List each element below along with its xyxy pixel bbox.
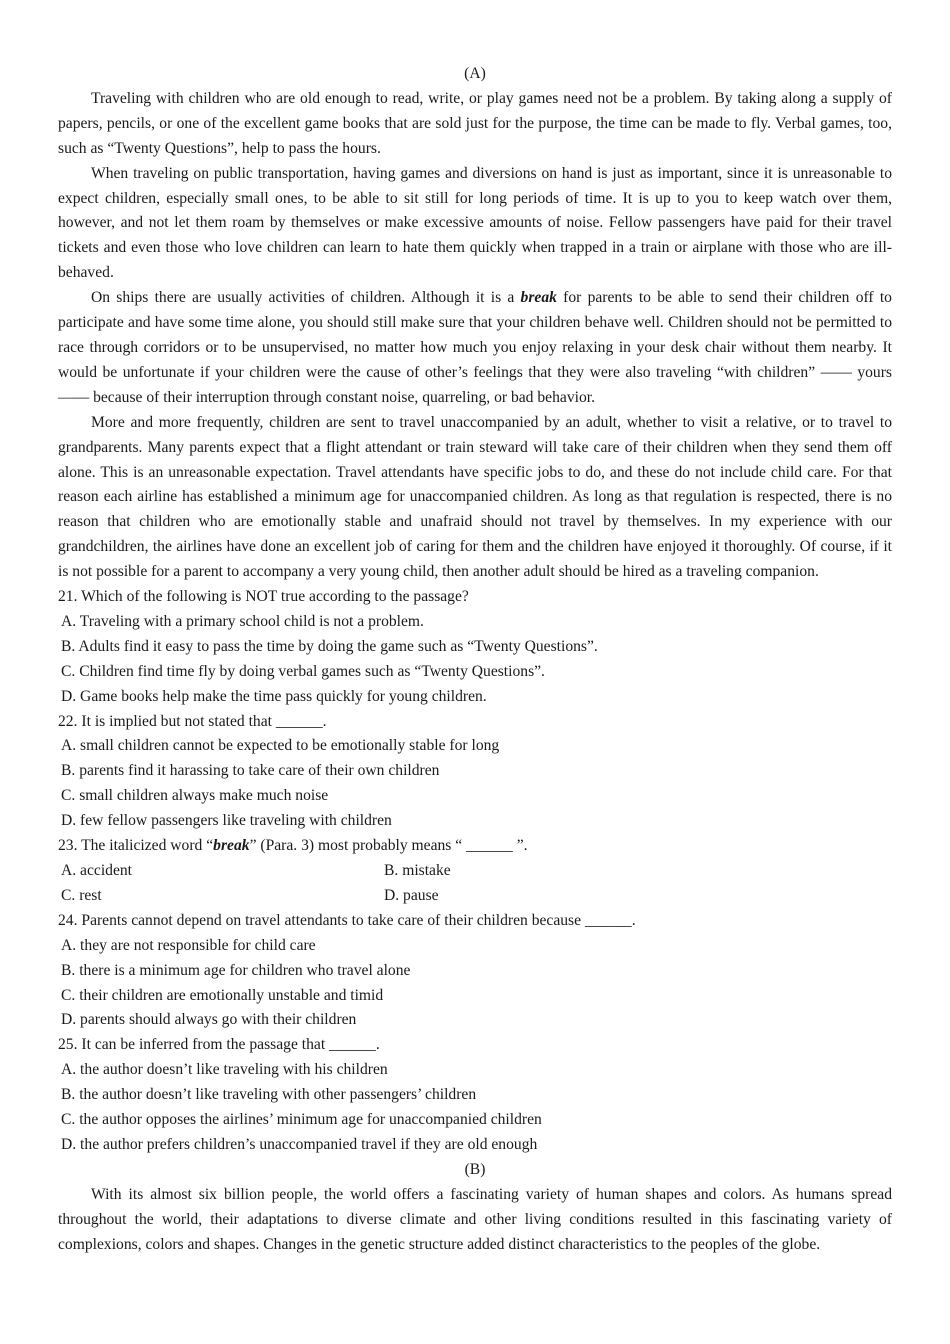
- question-21-option-a: A. Traveling with a primary school child is not a problem.: [61, 612, 424, 630]
- question-23-option-c: C. rest: [61, 886, 102, 904]
- question-23-keyword: break: [213, 837, 250, 855]
- question-21-stem: 21. Which of the following is NOT true according to the passage?: [58, 588, 469, 606]
- question-24-option-d: D. parents should always go with their children: [61, 1011, 357, 1029]
- section-a-heading: (A): [464, 65, 486, 82]
- question-25-stem: 25. It can be inferred from the passage that ______.: [58, 1036, 380, 1054]
- question-22-option-d: D. few fellow passengers like traveling with children: [61, 812, 392, 830]
- question-24-option-c: C. their children are emotionally unstable and timid: [61, 986, 384, 1004]
- question-23-stem-before: 23. The italicized word “: [58, 837, 214, 855]
- passage-b-paragraph-1: With its almost six billion people, the world offers a fascinating variety of human shapes and colors. As humans spread throughout the world, their adaptations to diverse climate and other living conditions resulted in this fascinating variety of complexions, colors and shapes. Changes in the genetic structure added distinct characteristics to the peoples of the globe.: [58, 1185, 892, 1253]
- paragraph-3-text-after: for parents to be able to send their children off to participate and have some time alone, you should still make sure that your children behave well. Children should not be permitted to race through corridors or to be unsupervised, no matter how much you enjoy relaxing in your desk chair without them nearby. It would be unfortunate if your children were the cause of other’s feelings that they were also traveling “with children” —— yours —— because of their interruption through constant noise, quarreling, or bad behavior.: [58, 289, 892, 406]
- question-23-stem: [58, 834, 892, 859]
- question-22-option-c: C. small children always make much noise: [61, 787, 329, 805]
- question-22-option-b: B. parents find it harassing to take care of their own children: [61, 762, 440, 780]
- question-22-option-a: A. small children cannot be expected to be emotionally stable for long: [61, 737, 500, 755]
- question-22-stem: 22. It is implied but not stated that ______.: [58, 712, 327, 730]
- question-24-option-b: B. there is a minimum age for children who travel alone: [61, 961, 411, 979]
- question-24-stem: 24. Parents cannot depend on travel attendants to take care of their children because ______.: [58, 911, 636, 929]
- passage-a-paragraph-4: More and more frequently, children are sent to travel unaccompanied by an adult, whether to visit a relative, or to travel to grandparents. Many parents expect that a flight attendant or train steward will take care of their children when they send them off alone. This is an unreasonable expectation. Travel attendants have specific jobs to do, and these do not include child care. For that reason each airline has established a minimum age for unaccompanied children. As long as that regulation is respected, there is no reason that children who are emotionally stable and unafraid should not travel by themselves. In my experience with our grandchildren, the airlines have done an excellent job of caring for them and the children have enjoyed it thoroughly. Of course, if it is not possible for a parent to accompany a very young child, then another adult should be hired as a traveling companion.: [58, 413, 892, 581]
- passage-a-paragraph-1: Traveling with children who are old enough to read, write, or play games need not be a problem. By taking along a supply of papers, pencils, or one of the excellent game books that are sold just for the purpose, the time can be made to fly. Verbal games, too, such as “Twenty Questions”, help to pass the hours.: [58, 89, 892, 157]
- question-24-option-a: A. they are not responsible for child care: [61, 936, 316, 954]
- question-21-option-d: D. Game books help make the time pass quickly for young children.: [61, 687, 487, 705]
- question-23-options-row-2: [58, 884, 892, 909]
- passage-a-paragraph-3: [58, 286, 892, 411]
- question-21-option-c: C. Children find time fly by doing verbal games such as “Twenty Questions”.: [61, 662, 545, 680]
- question-25-option-d: D. the author prefers children’s unaccompanied travel if they are old enough: [61, 1135, 538, 1153]
- question-23-option-a: A. accident: [61, 862, 133, 879]
- question-23-stem-after: ” (Para. 3) most probably means “ ______ ”.: [249, 837, 528, 855]
- keyword-break: break: [520, 289, 557, 307]
- question-25-option-b: B. the author doesn’t like traveling with other passengers’ children: [61, 1086, 477, 1104]
- question-25-option-a: A. the author doesn’t like traveling with his children: [61, 1061, 388, 1079]
- question-25-option-c: C. the author opposes the airlines’ minimum age for unaccompanied children: [61, 1111, 542, 1129]
- section-b-heading: (B): [464, 1160, 486, 1178]
- question-23-option-b: B. mistake: [384, 862, 451, 879]
- question-21-option-b: B. Adults find it easy to pass the time by doing the game such as “Twenty Questions”.: [61, 637, 598, 655]
- passage-a-paragraph-2: When traveling on public transportation, having games and diversions on hand is just as important, since it is unreasonable to expect children, especially small ones, to be able to sit still for long periods of time. It is up to you to keep watch over them, however, and not let them roam by themselves or make excessive amounts of noise. Fellow passengers have paid for their travel tickets and even those who love children can learn to hate them quickly when trapped in a train or airplane with those who are ill-behaved.: [58, 164, 892, 282]
- paragraph-3-text-before: On ships there are usually activities of children. Although it is a: [91, 289, 521, 307]
- question-23-options-row-1: [58, 859, 892, 884]
- document-page: [58, 62, 892, 1258]
- question-23-option-d: D. pause: [384, 886, 439, 904]
